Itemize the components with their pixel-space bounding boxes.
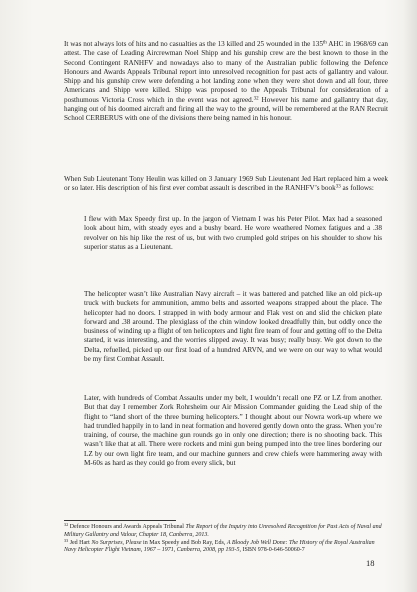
footnote-text: Jed Hart — [68, 539, 92, 546]
footnote-title: The Report of the Inquiry into Unresolved Recognition for Past Acts of Naval and Military Gallantry and Valour, Chapter 18, Canberra, 2013. — [64, 524, 382, 538]
footnote-text: Defence Honours and Awards Appeals Tribunal — [68, 524, 186, 530]
footnote-ref-33: 33 — [335, 184, 341, 190]
footnote-number: 32 — [64, 521, 69, 527]
block-quote-1 — [84, 215, 382, 252]
footnote-divider — [64, 520, 176, 521]
footnotes — [64, 521, 388, 555]
block-quote-2 — [84, 290, 382, 364]
paragraph-text: However his name and gallantry that day, hanging out of his doomed aircraft and firing all the way to the ground, will be remembered at the RAN Recruit School CERBERUS with one of the divisions there being named in his honour. — [64, 95, 389, 122]
paragraph-text: as follows: — [340, 184, 374, 193]
page-number: 18 — [366, 558, 375, 568]
footnote-title: No Surprises, Please — [91, 539, 142, 546]
footnote-33 — [64, 537, 388, 556]
quote-text: The helicopter wasn’t like Australian Navy aircraft – it was battered and patched like an old pick-up truck with buckets for ammunition, ammo belts and assorted weapons strapped about the place. The helicopter had no doors. I strapped in with body armour and Flak vest on and slid the chicken plate forward and .38 around. The plexiglass of the chin window looked dreadfully thin, but oddly once the business of winding up a flight of ten helicopters and light fire team of four and getting off to the Delta started, it was interesting, and the worries slipped away. It was busy; really busy. We got down to the Delta, refuelled, picked up our first load of a hundred ARVN, and we were on our way to what would be my first Combat Assault. — [84, 290, 382, 363]
paragraph-text: It was not always lots of hits and no casualties as the 13 killed and 25 wounded in the 135 — [64, 40, 323, 48]
block-quote-3 — [84, 394, 382, 468]
page-edge-shadow — [403, 0, 417, 592]
footnote-title: A Bloody Job Well Done: The History of the Royal Australian Navy Helicopter Flight Vietnam, 1967 – 1971, Canberra, 2008, pp 193-5, — [64, 539, 375, 554]
footnote-ref-32: 32 — [253, 95, 259, 101]
superscript: th — [322, 40, 327, 46]
footnote-text: in Max Speedy and Bob Ray, Eds, — [141, 539, 227, 546]
footnote-number: 33 — [64, 537, 69, 543]
body-paragraph-1 — [64, 40, 388, 123]
body-paragraph-2 — [64, 175, 388, 194]
paragraph-text: AHC in 1968/69 can attest. The case of Leading Aircrewman Noel Shipp and his gunship crew are the best known to those in the Second Contingent RANHFV and nowadays also to many of the Australian public following the Defence Honours and Awards Appeals Tribunal report into unresolved recognition for past acts of gallantry and valour. Shipp and his gunship crew were defending a hot landing zone when they were shot down and all four, three Americans and Shipp were killed. Shipp was proposed to the Appeals Tribunal for consideration of a posthumous Victoria Cross which in the event was not agreed. — [64, 40, 388, 104]
footnote-isbn: ISBN 978-0-646-50060-7 — [241, 547, 305, 554]
paragraph-text: When Sub Lieutenant Tony Heulin was killed on 3 January 1969 Sub Lieutenant Jed Hart replaced him a week or so later. His description of his first ever combat assault is described in the RANHFV’s book — [64, 175, 388, 193]
quote-text: I flew with Max Speedy first up. In the jargon of Vietnam I was his Peter Pilot. Max had a seasoned look about him, with steady eyes and a bushy beard. He wore weathered Nomex fatigues and a .38 revolver on his hip like the rest of us, but with two crumpled gold stripes on his shoulder to show his superior status as a Lieutenant. — [84, 215, 382, 251]
quote-text: Later, with hundreds of Combat Assaults under my belt, I wouldn’t recall one PZ or LZ from another. But that day I remember Zork Rohrsheim our Air Mission Commander guiding the Lead ship of the flight to “land short of the three burning helicopters.” I thought about our Nowra work-up where we had trundled happily in to land in neat formation and hovered gently down onto the grass. When you’re training, of course, the machine gun rounds go in only one direction; there is no shooting back. This wasn’t like that at all. There were rockets and mini gun being pumped into the tree lines bordering our LZ by our own light fire team, and our machine gunners and crew chiefs were hammering away with M-60s as hard as they could go from every slick, but — [84, 394, 382, 467]
